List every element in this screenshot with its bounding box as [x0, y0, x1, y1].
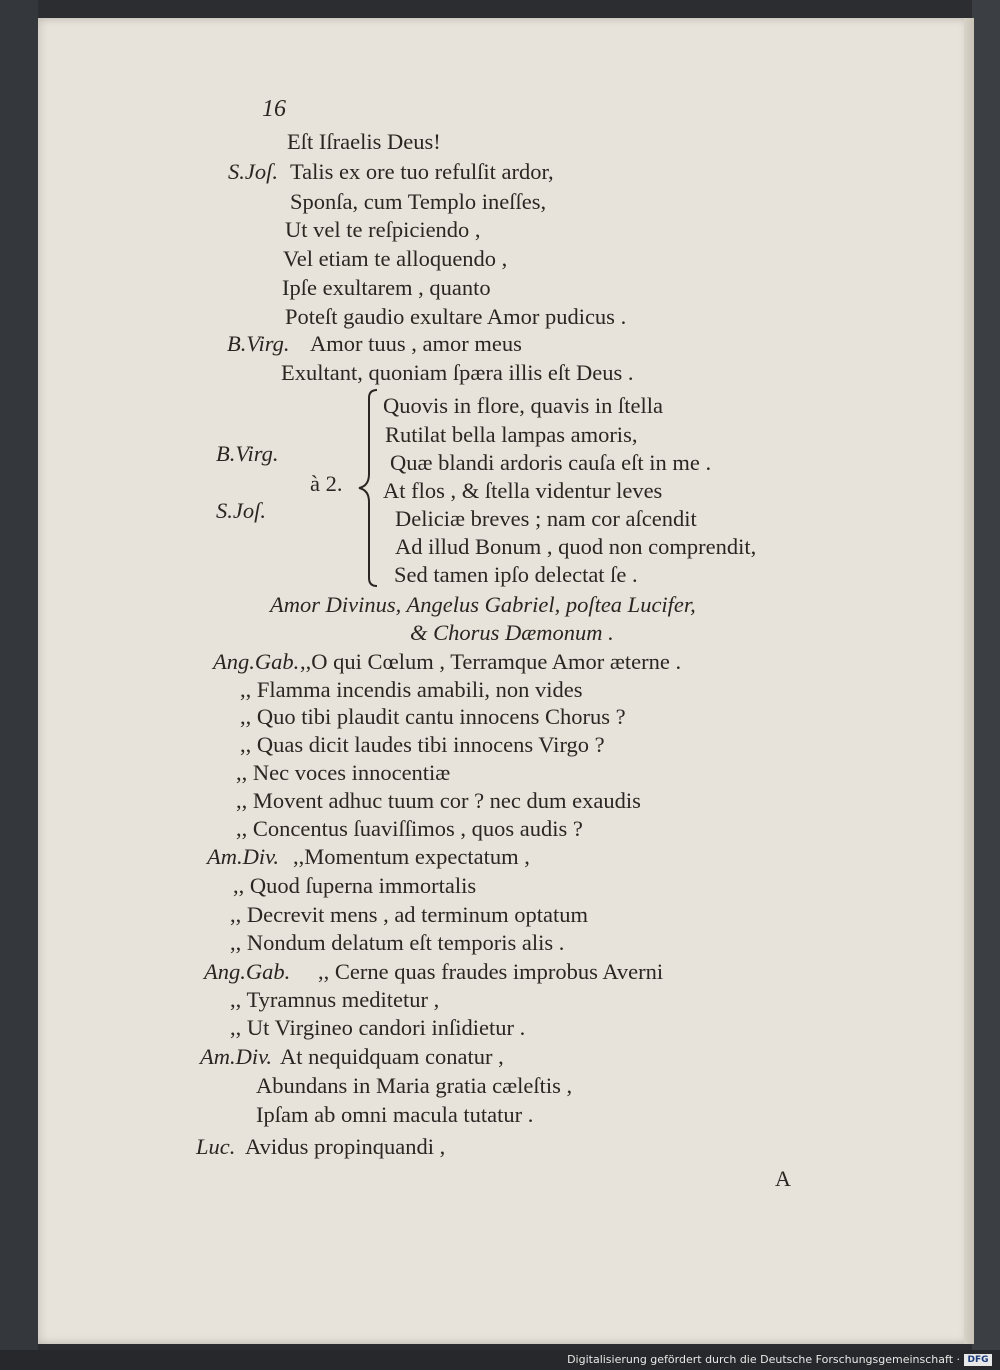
funding-notice: Digitalisierung gefördert durch die Deutsche Forschungsgemeinschaft · — [567, 1353, 960, 1366]
text-line: ,, Nondum delatum eſt temporis alis . — [230, 930, 565, 955]
text-line: Abundans in Maria gratia cæleſtis , — [256, 1073, 573, 1098]
speaker-label: Ang.Gab. — [213, 649, 300, 674]
text-line: ,, Concentus ſuaviſſimos , quos audis ? — [236, 816, 583, 841]
dfg-logo: DFG — [964, 1354, 992, 1366]
duet-line: Quæ blandi ardoris cauſa eſt in me . — [390, 450, 712, 475]
scan-border-right — [972, 0, 1000, 1350]
text-line: ,, Movent adhuc tuum cor ? nec dum exaudis — [236, 788, 641, 813]
duet-line: Sed tamen ipſo delectat ſe . — [394, 562, 638, 587]
text-line: Eſt Iſraelis Deus! — [287, 129, 441, 154]
text-line: Poteſt gaudio exultare Amor pudicus . — [285, 304, 627, 329]
speaker-label: S.Joſ. — [228, 159, 278, 184]
duet-brace — [355, 388, 385, 588]
speaker-label: Am.Div. — [200, 1044, 273, 1069]
scan-border-left — [0, 0, 38, 1350]
text-line: Ut vel te reſpiciendo , — [285, 217, 481, 242]
text-line: Vel etiam te alloquendo , — [283, 246, 508, 271]
stage-direction: & Chorus Dæmonum . — [410, 620, 614, 645]
text-line: ,, Decrevit mens , ad terminum optatum — [230, 902, 589, 927]
text-line: Ipſam ab omni macula tutatur . — [256, 1102, 534, 1127]
speaker-label: Ang.Gab. — [204, 959, 291, 984]
text-line: ,,O qui Cœlum , Terramque Amor æterne . — [300, 649, 682, 674]
text-line: ,, Flamma incendis amabili, non vides — [240, 677, 583, 702]
duet-line: At flos , & ſtella videntur leves — [383, 478, 663, 503]
text-line: Ipſe exultarem , quanto — [282, 275, 491, 300]
speaker-label: B.Virg. — [216, 441, 279, 466]
text-line: Sponſa, cum Templo ineſſes, — [290, 189, 547, 214]
stage-direction: Amor Divinus, Angelus Gabriel, poſtea Lucifer, — [270, 592, 696, 617]
duet-line: Quovis in flore, quavis in ſtella — [383, 393, 663, 418]
text-line: ,, Nec voces innocentiæ — [236, 760, 451, 785]
speaker-label: Luc. — [196, 1134, 236, 1159]
text-line: ,, Quas dicit laudes tibi innocens Virgo ? — [240, 732, 605, 757]
duet-marker: à 2. — [310, 471, 343, 496]
text-line: ,, Ut Virgineo candori inſidietur . — [230, 1015, 526, 1040]
text-line: ,, Tyramnus meditetur , — [230, 987, 440, 1012]
signature-mark: A — [775, 1166, 791, 1191]
speaker-label: S.Joſ. — [216, 498, 266, 523]
duet-line: Rutilat bella lampas amoris, — [385, 422, 638, 447]
speaker-label: Am.Div. — [207, 844, 280, 869]
text-line: Avidus propinquandi , — [245, 1134, 446, 1159]
duet-line: Deliciæ breves ; nam cor aſcendit — [395, 506, 697, 531]
duet-line: Ad illud Bonum , quod non comprendit, — [395, 534, 757, 559]
text-line: ,, Quod ſuperna immortalis — [233, 873, 477, 898]
text-line: Exultant, quoniam ſpæra illis eſt Deus . — [281, 360, 634, 385]
speaker-label: B.Virg. — [227, 331, 290, 356]
page-edge-shadow — [964, 18, 974, 1344]
text-line: ,, Cerne quas fraudes improbus Averni — [318, 959, 664, 984]
text-line: ,,Momentum expectatum , — [293, 844, 530, 869]
text-line: ,, Quo tibi plaudit cantu innocens Chorus ? — [240, 704, 626, 729]
text-line: Amor tuus , amor meus — [310, 331, 522, 356]
page-number: 16 — [262, 96, 286, 122]
text-line: Talis ex ore tuo refulſit ardor, — [290, 159, 554, 184]
text-line: At nequidquam conatur , — [280, 1044, 504, 1069]
